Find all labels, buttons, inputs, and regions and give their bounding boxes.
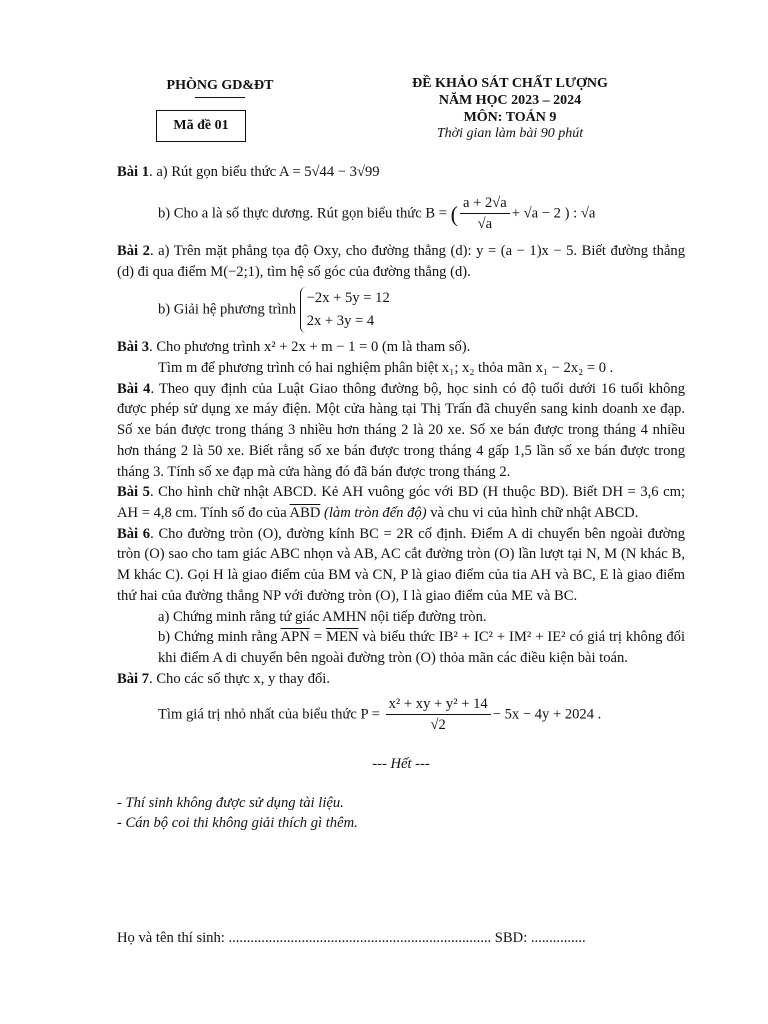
fraction-p: $\frac{\text{x² + xy + y² + 14}}{√2}$	[386, 694, 491, 736]
header-right	[390, 76, 630, 143]
problem-6: Bài 6. Cho đường tròn (O), đường kính BC = 2R cố định. Điểm A di chuyển bên ngoài đường tròn (O) sao cho tam giác ABC nhọn và AB, AC cắt đường tròn (O) lần lượt tại N, M (N khác B, M khác C). Gọi H là giao điểm của BM và CN, P là giao điểm của tia AH và BC, E là giao điểm thứ hai của đường thẳng NP với đường tròn (O), I là giao điểm của ME và BC.	[117, 525, 686, 604]
note-1: - Thí sinh không được sử dụng tài liệu.	[117, 794, 344, 811]
arc-abd: $\overline{ABD}$	[289, 505, 321, 522]
exam-title: ĐỀ KHẢO SÁT CHẤT LƯỢNG	[412, 76, 608, 91]
office-name: PHÒNG GD&ĐT	[166, 78, 274, 93]
duration: Thời gian làm bài 90 phút	[436, 126, 584, 142]
arc-apn: $\overline{APN}$	[280, 629, 310, 646]
end-marker: --- Hết ---	[372, 755, 430, 772]
candidate-info-line: Họ và tên thí sinh: ........................................................................ SBD: ...............	[117, 930, 586, 946]
arc-men: $\overline{MEN}$	[325, 629, 359, 646]
problem-2-a: Bài 2. a) Trên mặt phẳng tọa độ Oxy, cho đường thẳng (d): y = (a − 1)x − 5. Biết đường thẳng (d) đi qua điểm M(−2;1), tìm hệ số góc của đường thẳng (d).	[117, 243, 686, 280]
fraction-b: $\frac{a + 2√a}{√a}$	[460, 193, 510, 235]
problem-5: Bài 5. Cho hình chữ nhật ABCD. Kẻ AH vuông góc với BD (H thuộc BD). Biết DH = 3,6 cm; AH = 4,8 cm. Tính số đo của $\overline{ABD}$ (làm tròn đến độ) và chu vi của hình chữ nhật ABCD.	[117, 484, 686, 522]
exam-body	[117, 162, 685, 834]
problem-7-line1: Bài 7. Cho các số thực x, y thay đổi.	[117, 670, 331, 687]
problem-7-line2: Tìm giá trị nhỏ nhất của biểu thức P = $\frac{\text{x² + xy + y² + 14}}{√2}$ − 5x − 4y + 2024 .	[117, 694, 685, 736]
problem-1-b: b) Cho a là số thực dương. Rút gọn biểu thức B = ( $\frac{a + 2√a}{√a}$ + √a − 2 ) : √a	[117, 193, 685, 235]
problem-6-a: a) Chứng minh rằng tứ giác AMHN nội tiếp đường tròn.	[158, 608, 487, 625]
equation-system: −2x + 5y = 12 2x + 3y = 4	[300, 287, 390, 334]
problem-3-line2: Tìm m để phương trình có hai nghiệm phân biệt x₁; x₂ thỏa mãn x₁ − 2x₂ = 0 .	[158, 360, 614, 376]
problem-2-b: b) Giải hệ phương trình −2x + 5y = 12 2x + 3y = 4	[117, 287, 685, 334]
note-2: - Cán bộ coi thi không giải thích gì thêm.	[117, 815, 358, 832]
school-year: NĂM HỌC 2023 – 2024	[438, 92, 582, 108]
problem-3-line1: Bài 3. Cho phương trình x² + 2x + m − 1 = 0 (m là tham số).	[117, 339, 471, 356]
exam-code-box: Mã đề 01	[156, 110, 246, 142]
problem-4: Bài 4. Theo quy định của Luật Giao thông đường bộ, học sinh có độ tuổi dưới 16 tuổi không được phép sử dụng xe máy điện. Một cửa hàng tại Thị Trấn đã chuyển sang kinh doanh xe đạp. Số xe bán được trong tháng 3 nhiều hơn tháng 2 là 20 xe. Số xe bán được trong tháng 4 nhiều hơn tháng 2 là 50 xe. Biết rằng số xe bán được trong tháng 4 gấp 1,5 lần số xe bán được trong tháng 3. Tính số xe đạp mà cửa hàng đó đã bán được trong tháng 2.	[117, 380, 685, 480]
problem-1-a: Bài 1. a) Rút gọn biểu thức A = 5√44 − 3√99	[117, 164, 380, 180]
office-underline	[195, 97, 245, 98]
header-left	[160, 76, 280, 98]
subject: MÔN: TOÁN 9	[463, 109, 557, 125]
problem-6-b: b) Chứng minh rằng $\overline{APN} = \overline{MEN}$ và biểu thức IB² + IC² + IM² + IE² có giá trị không đổi khi điểm A di chuyển bên ngoài đường tròn (O) thỏa mãn các điều kiện bài toán.	[158, 629, 686, 667]
